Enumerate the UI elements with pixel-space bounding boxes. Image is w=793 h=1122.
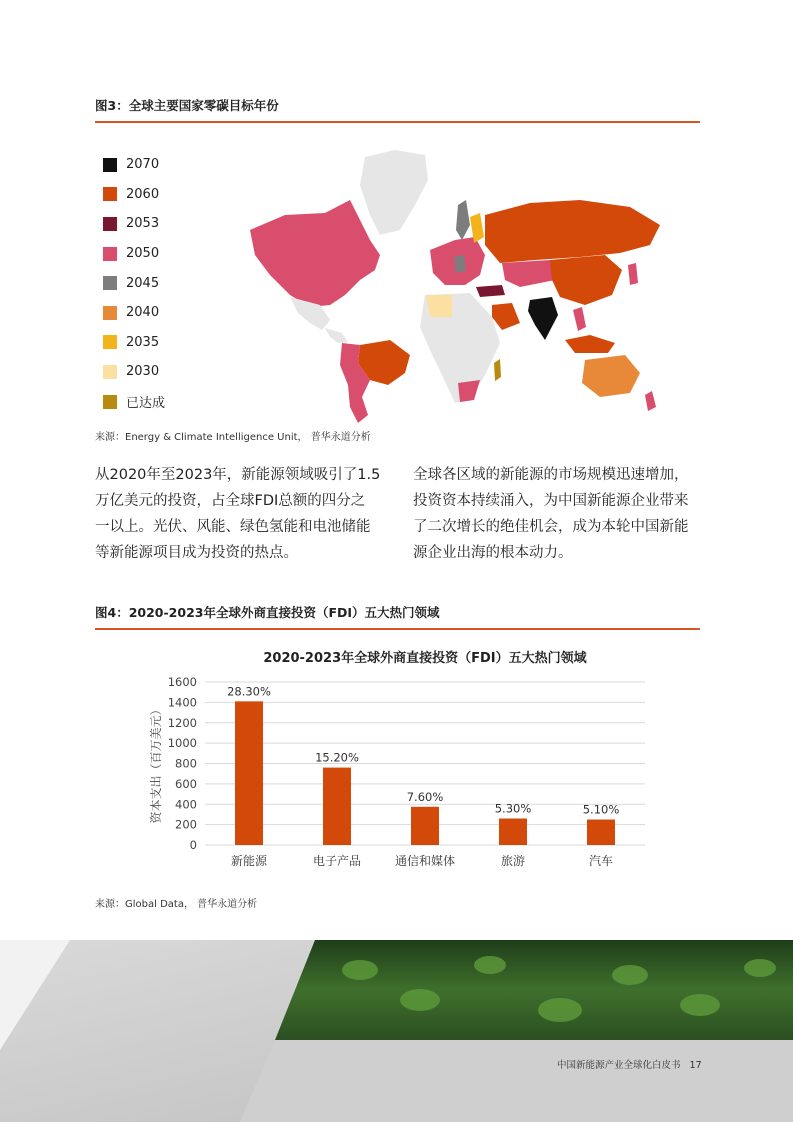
y-tick-label: 1200 [167,715,197,730]
y-tick-label: 0 [189,838,197,852]
legend-swatch [103,335,117,349]
paragraph-left-line: 等新能源项目成为投资的热点。 [95,545,298,561]
footer-title: 中国新能源产业全球化白皮书 [557,1060,681,1071]
legend-label: 2035 [126,334,160,350]
legend-label: 2070 [126,157,160,173]
paragraph-right [413,462,708,566]
map-scandinavia-2045 [456,200,470,240]
data-label: 15.20% [315,750,359,765]
legend-swatch [103,276,117,290]
figure-3-title: 图3：全球主要国家零碳目标年份 [95,98,279,113]
bar-chart [120,640,680,880]
x-tick-label: 旅游 [500,854,526,868]
figure-3-source: 来源：Energy & Climate Intelligence Unit， 普华永道分析 [95,432,371,443]
legend-label: 已达成 [126,396,166,412]
legend-label: 2030 [126,364,160,380]
legend-item [103,387,165,417]
world-map [230,145,670,425]
legend-swatch [103,187,117,201]
legend-item [103,150,165,180]
figure-4-rule [95,628,700,630]
footer-image [0,940,793,1122]
legend-swatch [103,306,117,320]
legend-item [103,239,165,269]
map-india [528,297,558,340]
map-indonesia [565,335,615,353]
legend-swatch [103,217,117,231]
legend-item [103,268,165,298]
y-tick-label: 600 [175,776,197,791]
y-tick-label: 1600 [167,675,197,689]
y-tick-label: 800 [175,756,197,771]
bar [499,819,527,845]
legend-item [103,357,165,387]
legend-swatch [103,247,117,261]
x-tick-label: 汽车 [588,854,614,868]
bar [411,807,439,845]
map-vietnam [573,307,586,331]
y-tick-label: 400 [175,797,197,812]
map-saudi [492,303,520,330]
legend-label: 2040 [126,305,160,321]
page-number: 17 [689,1060,702,1071]
figure-4-title: 图4：2020-2023年全球外商直接投资（FDI）五大热门领域 [95,605,440,620]
map-new-zealand [645,391,656,411]
legend-swatch [103,158,117,172]
legend-swatch [103,365,117,379]
map-central-asia [502,260,555,287]
y-tick-label: 1000 [167,736,197,751]
map-australia [582,355,640,397]
x-tick-label: 新能源 [230,854,268,868]
figure-4-source: 来源：Global Data， 普华永道分析 [95,899,258,910]
map-japan [628,263,638,285]
paragraph-left-line: 万亿美元的投资，占全球FDI总额的四分之 [95,493,366,509]
map-north-africa-2030 [426,295,452,317]
y-tick-label: 200 [175,817,197,832]
map-legend [103,150,165,416]
chart-title: 2020-2023年全球外商直接投资（FDI）五大热门领域 [263,651,587,666]
legend-label: 2050 [126,246,160,262]
map-madagascar [494,359,501,381]
map-south-africa [458,380,480,402]
map-central-america [325,328,348,343]
legend-label: 2045 [126,275,160,291]
x-tick-label: 电子产品 [312,854,362,868]
map-greenland [360,150,428,235]
y-axis-label: 资本支出（百万美元） [149,703,163,824]
bar [587,820,615,845]
legend-item [103,298,165,328]
map-germany-2045 [454,255,466,273]
data-label: 7.60% [406,789,444,804]
legend-item [103,328,165,358]
legend-label: 2060 [126,186,160,202]
data-label: 5.10% [582,802,620,817]
paragraph-right-line: 全球各区域的新能源的市场规模迅速增加， [413,467,689,483]
x-tick-label: 通信和媒体 [394,854,456,868]
map-russia [485,200,660,263]
legend-label: 2053 [126,216,160,232]
bar [323,768,351,845]
data-label: 28.30% [227,684,271,699]
data-label: 5.30% [494,801,532,816]
legend-swatch [103,395,117,409]
paragraph-left-line: 一以上。光伏、风能、绿色氢能和电池储能 [95,519,371,535]
map-china [550,255,622,305]
footer-label [557,1057,702,1071]
figure-3-rule [95,121,700,123]
map-turkey [476,285,505,297]
y-tick-label: 1400 [167,695,197,710]
map-north-america [250,200,380,307]
legend-item [103,209,165,239]
paragraph-right-line: 投资资本持续涌入，为中国新能源企业带来 [413,493,689,509]
bar [235,701,263,845]
paragraph-left [95,462,390,566]
legend-item [103,180,165,210]
paragraph-right-line: 源企业出海的根本动力。 [413,545,573,561]
paragraph-right-line: 了二次增长的绝佳机会，成为本轮中国新能 [413,519,689,535]
paragraph-left-line: 从2020年至2023年，新能源领域吸引了1.5 [95,467,381,483]
